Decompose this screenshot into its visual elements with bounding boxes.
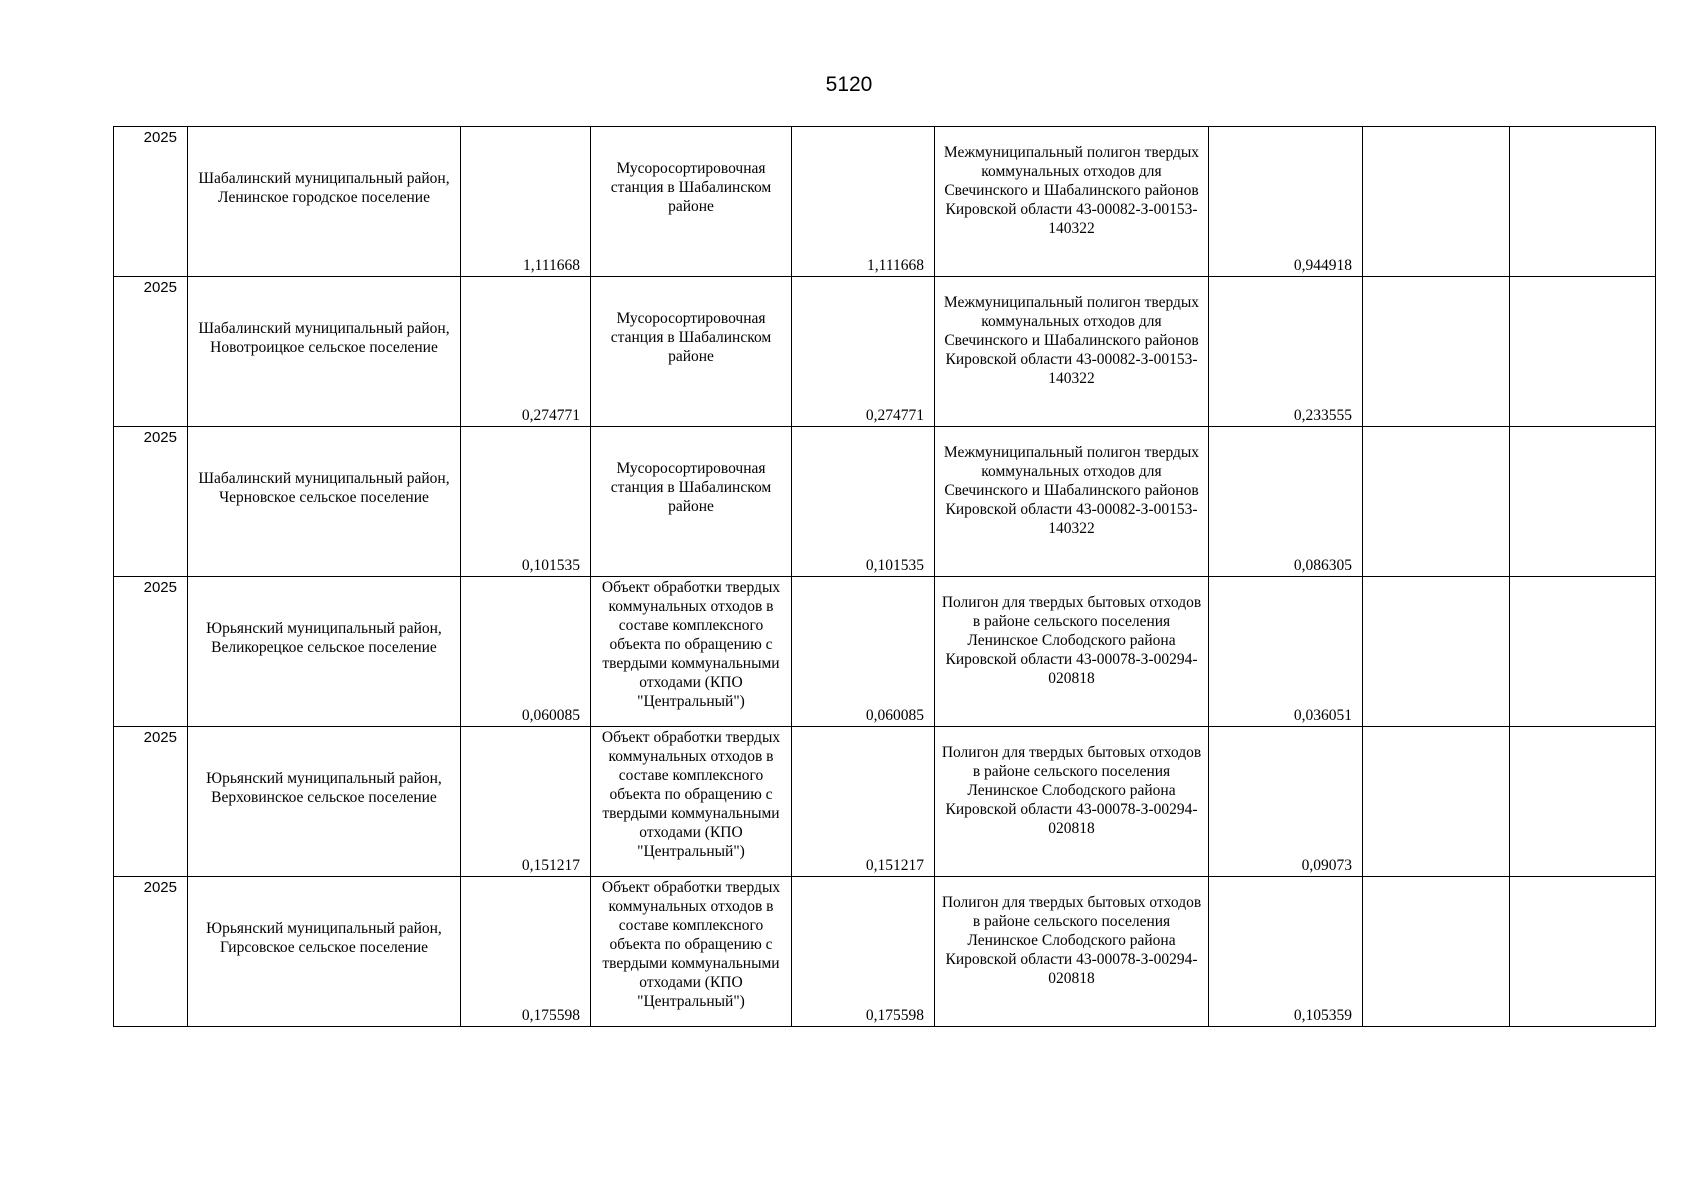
mass-generated-value: 1,111668 [523, 257, 580, 274]
mass-disposed-value: 0,944918 [1293, 257, 1352, 274]
processing-object-cell [591, 427, 792, 577]
territory-cell [188, 427, 461, 577]
empty-cell [1510, 427, 1656, 577]
mass-disposed-cell [1209, 877, 1363, 1027]
mass-disposed-cell [1209, 577, 1363, 727]
year-cell [114, 577, 188, 727]
empty-cell [1510, 127, 1656, 277]
table-row [114, 427, 1656, 577]
mass-processed-cell [792, 877, 935, 1027]
year-value: 2025 [143, 279, 177, 296]
year-cell [114, 877, 188, 1027]
territory-text: Шабалинский муниципальный район, Ленинское городское поселение [198, 169, 450, 206]
processing-object-text: Объект обработки твердых коммунальных отходов в составе комплексного объекта по обращению с твердыми коммунальными отходами (КПО "Центральный") [601, 729, 781, 860]
territory-text: Шабалинский муниципальный район, Новотроицкое сельское поселение [198, 319, 450, 356]
territory-cell [188, 277, 461, 427]
mass-processed-cell [792, 277, 935, 427]
empty-cell [1363, 877, 1510, 1027]
mass-generated-cell [461, 127, 591, 277]
mass-generated-value: 0,151217 [521, 857, 580, 874]
disposal-object-text: Полигон для твердых бытовых отходов в районе сельского поселения Ленинское Слободского района Кировской области 43-00078-З-00294-020818 [941, 744, 1202, 837]
mass-disposed-value: 0,09073 [1301, 857, 1352, 874]
mass-disposed-value: 0,086305 [1293, 557, 1352, 574]
territory-cell [188, 127, 461, 277]
disposal-object-cell [935, 877, 1209, 1027]
mass-processed-value: 1,111668 [867, 257, 924, 274]
mass-processed-cell [792, 577, 935, 727]
disposal-object-cell [935, 727, 1209, 877]
mass-generated-value: 0,274771 [521, 407, 580, 424]
processing-object-text: Мусоросортировочная станция в Шабалинском районе [610, 460, 772, 515]
territory-cell [188, 577, 461, 727]
mass-generated-value: 0,060085 [521, 707, 580, 724]
processing-object-cell [591, 877, 792, 1027]
year-value: 2025 [143, 579, 177, 596]
mass-processed-cell [792, 127, 935, 277]
empty-cell [1510, 577, 1656, 727]
year-cell [114, 127, 188, 277]
territory-cell [188, 877, 461, 1027]
disposal-object-text: Полигон для твердых бытовых отходов в районе сельского поселения Ленинское Слободского района Кировской области 43-00078-З-00294-020818 [941, 594, 1202, 687]
mass-disposed-cell [1209, 277, 1363, 427]
mass-disposed-value: 0,105359 [1293, 1007, 1352, 1024]
disposal-object-cell [935, 277, 1209, 427]
mass-processed-cell [792, 427, 935, 577]
mass-processed-value: 0,274771 [865, 407, 924, 424]
territory-cell [188, 727, 461, 877]
processing-object-text: Мусоросортировочная станция в Шабалинском районе [610, 310, 772, 365]
mass-disposed-cell [1209, 127, 1363, 277]
disposal-object-cell [935, 427, 1209, 577]
disposal-object-text: Полигон для твердых бытовых отходов в районе сельского поселения Ленинское Слободского района Кировской области 43-00078-З-00294-020818 [941, 894, 1202, 987]
table-row [114, 277, 1656, 427]
mass-processed-value: 0,101535 [865, 557, 924, 574]
empty-cell [1363, 277, 1510, 427]
empty-cell [1363, 127, 1510, 277]
processing-object-cell [591, 277, 792, 427]
mass-processed-value: 0,151217 [865, 857, 924, 874]
empty-cell [1510, 877, 1656, 1027]
page-number: 5120 [825, 73, 873, 96]
year-value: 2025 [143, 879, 177, 896]
waste-flow-table [113, 126, 1656, 1027]
processing-object-cell [591, 727, 792, 877]
table-row [114, 877, 1656, 1027]
table-row [114, 727, 1656, 877]
year-cell [114, 427, 188, 577]
year-cell [114, 277, 188, 427]
processing-object-text: Мусоросортировочная станция в Шабалинском районе [610, 160, 772, 215]
empty-cell [1510, 727, 1656, 877]
mass-disposed-value: 0,036051 [1293, 707, 1352, 724]
mass-disposed-cell [1209, 427, 1363, 577]
table-row [114, 127, 1656, 277]
disposal-object-text: Межмуниципальный полигон твердых коммунальных отходов для Свечинского и Шабалинского районов Кировской области 43-00082-З-00153-140322 [943, 294, 1200, 387]
processing-object-text: Объект обработки твердых коммунальных отходов в составе комплексного объекта по обращению с твердыми коммунальными отходами (КПО "Центральный") [601, 579, 781, 710]
empty-cell [1363, 577, 1510, 727]
mass-processed-value: 0,060085 [865, 707, 924, 724]
empty-cell [1510, 277, 1656, 427]
mass-disposed-value: 0,233555 [1293, 407, 1352, 424]
processing-object-cell [591, 127, 792, 277]
territory-text: Шабалинский муниципальный район, Черновское сельское поселение [198, 469, 450, 506]
mass-generated-cell [461, 727, 591, 877]
year-value: 2025 [143, 729, 177, 746]
mass-generated-cell [461, 877, 591, 1027]
territory-text: Юрьянский муниципальный район, Гирсовское сельское поселение [206, 919, 442, 956]
mass-processed-cell [792, 727, 935, 877]
mass-generated-cell [461, 577, 591, 727]
disposal-object-text: Межмуниципальный полигон твердых коммунальных отходов для Свечинского и Шабалинского районов Кировской области 43-00082-З-00153-140322 [943, 144, 1200, 237]
empty-cell [1363, 427, 1510, 577]
disposal-object-cell [935, 127, 1209, 277]
territory-text: Юрьянский муниципальный район, Верховинское сельское поселение [206, 769, 442, 806]
disposal-object-cell [935, 577, 1209, 727]
mass-processed-value: 0,175598 [865, 1007, 924, 1024]
processing-object-text: Объект обработки твердых коммунальных отходов в составе комплексного объекта по обращению с твердыми коммунальными отходами (КПО "Центральный") [601, 879, 781, 1010]
empty-cell [1363, 727, 1510, 877]
year-value: 2025 [143, 429, 177, 446]
mass-disposed-cell [1209, 727, 1363, 877]
disposal-object-text: Межмуниципальный полигон твердых коммунальных отходов для Свечинского и Шабалинского районов Кировской области 43-00082-З-00153-140322 [943, 444, 1200, 537]
processing-object-cell [591, 577, 792, 727]
mass-generated-value: 0,175598 [521, 1007, 580, 1024]
mass-generated-cell [461, 277, 591, 427]
territory-text: Юрьянский муниципальный район, Великорецкое сельское поселение [206, 619, 442, 656]
table-row [114, 577, 1656, 727]
year-cell [114, 727, 188, 877]
mass-generated-value: 0,101535 [521, 557, 580, 574]
year-value: 2025 [143, 129, 177, 146]
mass-generated-cell [461, 427, 591, 577]
